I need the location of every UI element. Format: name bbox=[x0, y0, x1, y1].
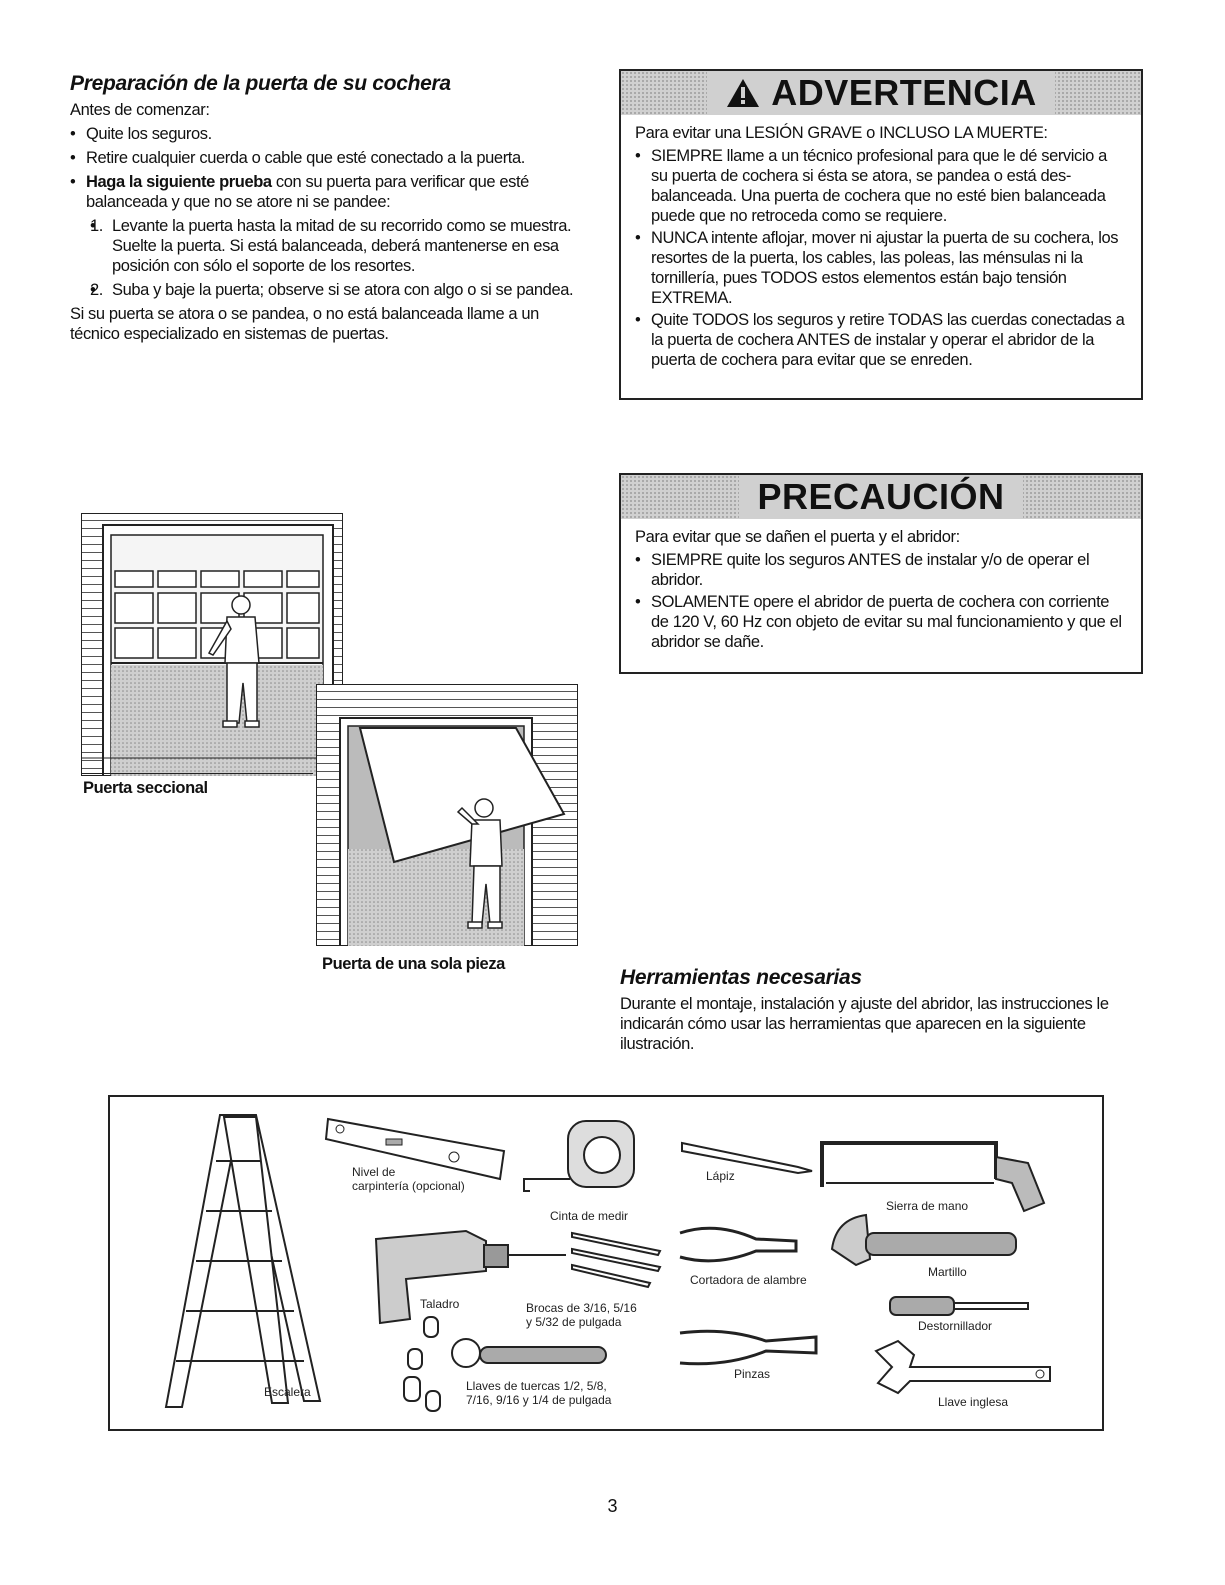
caution-title: PRECAUCIÓN bbox=[757, 476, 1005, 517]
tools-section bbox=[620, 966, 1140, 1054]
sectional-door-illustration bbox=[81, 513, 343, 776]
prep-bullet-2: • Retire cualquier cuerda o cable que esté conectado a la puerta. bbox=[70, 148, 590, 168]
tape-measure-icon bbox=[520, 1115, 650, 1205]
prep-section bbox=[70, 72, 590, 344]
drill-label: Taladro bbox=[420, 1297, 460, 1311]
ladder-label: Escalera bbox=[264, 1385, 311, 1399]
warning-item: • SIEMPRE llame a un técnico profesional para que le dé servicio a su puerta de cochera si ésta se atora, se pandea o está des-balanceada. Una puerta de cochera que no esté bien balanceada puede que no retroceda como se requiere. bbox=[635, 146, 1127, 226]
one-piece-door-caption: Puerta de una sola pieza bbox=[322, 955, 505, 973]
warning-item: • Quite TODOS los seguros y retire TODAS las cuerdas conectadas a la puerta de cochera ANTES de instalar y operar el abridor de la puerta de cochera para evitar que se enreden. bbox=[635, 310, 1127, 370]
one-piece-door-illustration bbox=[316, 684, 578, 946]
warning-item: • NUNCA intente aflojar, mover ni ajustar la puerta de su cochera, los resortes de la puerta, los cables, las poleas, las ménsulas ni la tornillería, pues TODOS estos elementos están bajo tensión EXTREMA. bbox=[635, 228, 1127, 308]
sockets-label: Llaves de tuercas 1/2, 5/8, 7/16, 9/16 y 1/4 de pulgada bbox=[466, 1379, 612, 1407]
warning-intro: Para evitar una LESIÓN GRAVE o INCLUSO LA MUERTE: bbox=[635, 124, 1048, 142]
prep-step-2: • 2. Suba y baje la puerta; observe si se atora con algo o si se pandea. bbox=[90, 280, 590, 300]
prep-bullet-1: • Quite los seguros. bbox=[70, 124, 590, 144]
warning-box bbox=[619, 69, 1143, 400]
drill-bits-icon bbox=[570, 1225, 670, 1289]
screwdriver-icon bbox=[888, 1295, 1038, 1319]
prep-test-label: Haga la siguiente prueba bbox=[86, 173, 272, 191]
warning-triangle-icon bbox=[725, 77, 761, 109]
caution-item: • SIEMPRE quite los seguros ANTES de instalar y/o de operar el abridor. bbox=[635, 550, 1127, 590]
caution-intro: Para evitar que se dañen el puerta y el abridor: bbox=[635, 528, 960, 546]
sectional-door-caption: Puerta seccional bbox=[83, 779, 208, 797]
level-label: Nivel de carpintería (opcional) bbox=[352, 1165, 465, 1193]
sectional-divider bbox=[81, 773, 313, 774]
prep-step-1: • 1. Levante la puerta hasta la mitad de su recorrido como se muestra. Suelte la puerta. Si está balanceada, deberá mantenerse en esa posición con sólo el soporte de los resortes. bbox=[90, 216, 590, 276]
wire-cutters-icon bbox=[676, 1221, 806, 1271]
tape-measure-label: Cinta de medir bbox=[550, 1209, 629, 1223]
caution-banner bbox=[621, 475, 1141, 519]
hammer-label: Martillo bbox=[928, 1265, 967, 1279]
adjustable-wrench-icon bbox=[870, 1337, 1060, 1397]
tools-title: Herramientas necesarias bbox=[620, 966, 862, 989]
wire-cutters-label: Cortadora de alambre bbox=[690, 1273, 807, 1287]
caution-box bbox=[619, 473, 1143, 674]
page-number: 3 bbox=[607, 1496, 618, 1516]
wrench-label: Llave inglesa bbox=[938, 1395, 1009, 1409]
caution-item: • SOLAMENTE opere el abridor de puerta de cochera con corriente de 120 V, 60 Hz con objeto de evitar su mal funcionamiento y que el abridor se dañe. bbox=[635, 592, 1127, 652]
warning-title: ADVERTENCIA bbox=[771, 72, 1037, 113]
pencil-icon bbox=[678, 1137, 818, 1177]
warning-banner bbox=[621, 71, 1141, 115]
prep-bullet-3: • Haga la siguiente prueba con su puerta para verificar que esté balanceada y que no se atore ni se pandee: • 1. Levante la puerta hasta la mitad de su recorrido como se muestra. Suelte la puerta. Si está balanceada, deberá mantenerse en esa posición con sólo el soporte de los resortes. • 2. Suba y baje la puerta; observe si se atora con algo o si se pandea. bbox=[70, 172, 590, 300]
tools-intro: Durante el montaje, instalación y ajuste del abridor, las instrucciones le indicarán cómo usar las herramientas que aparecen en la siguiente ilustración. bbox=[620, 995, 1109, 1053]
pencil-label: Lápiz bbox=[706, 1169, 735, 1183]
ladder-icon bbox=[160, 1111, 330, 1411]
prep-title: Preparación de la puerta de su cochera bbox=[70, 72, 451, 95]
screwdriver-label: Destornillador bbox=[918, 1319, 993, 1333]
tools-illustration bbox=[108, 1095, 1104, 1431]
pliers-label: Pinzas bbox=[734, 1367, 771, 1381]
saw-label: Sierra de mano bbox=[886, 1199, 969, 1213]
prep-closing: Si su puerta se atora o se pandea, o no está balanceada llame a un técnico especializado en sistemas de puertas. bbox=[70, 305, 539, 343]
pliers-icon bbox=[676, 1323, 826, 1373]
hammer-icon bbox=[826, 1209, 1026, 1289]
bits-label: Brocas de 3/16, 5/16 y 5/32 de pulgada bbox=[526, 1301, 637, 1329]
prep-intro: Antes de comenzar: bbox=[70, 101, 210, 119]
